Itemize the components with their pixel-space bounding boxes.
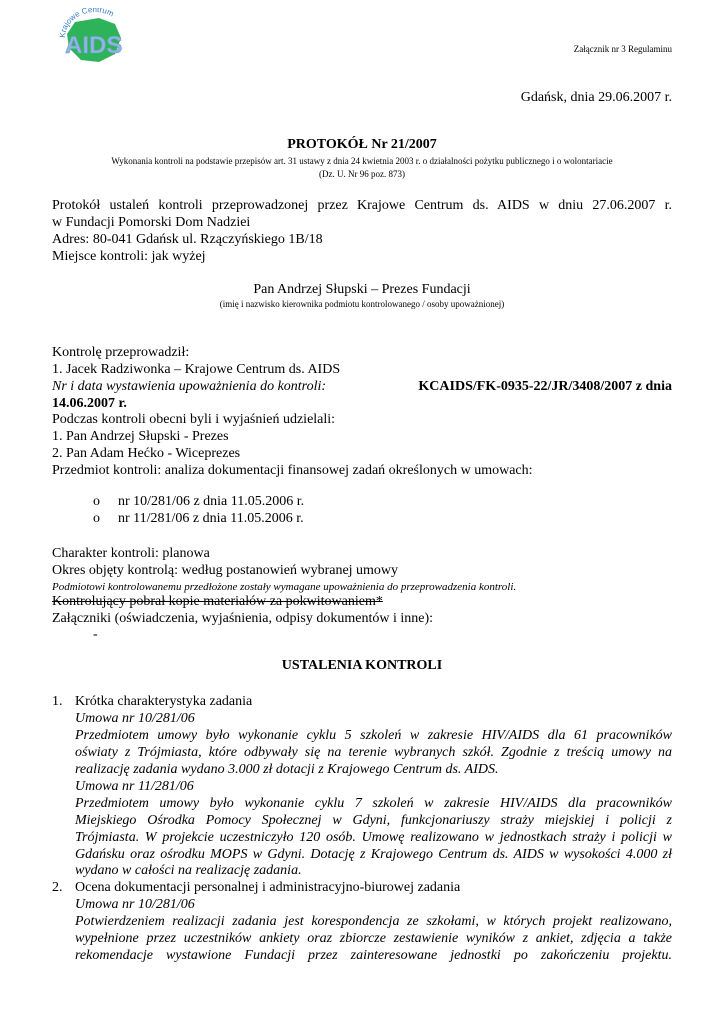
authorization-note: Podmiotowi kontrolowanemu przedłożone zostały wymagane upoważnienia do przeprowadzenia kontroli.: [52, 581, 517, 593]
authorization-date: 14.06.2007 r.: [52, 396, 127, 411]
s1-contract-2-line-2: Miejskiego Ośrodka Pomocy Społecznej w Gdyni, funkcjonariuszy straży miejskiej i policji z: [75, 813, 672, 828]
s2-line-1: Potwierdzeniem realizacji zadania jest korespondencja ze szkołami, w których projekt realizowano,: [75, 914, 672, 929]
contract-item-1: nr 10/281/06 z dnia 11.05.2006 r.: [118, 494, 305, 509]
document-title: PROTOKÓŁ Nr 21/2007: [287, 137, 437, 152]
head-person-note: (imię i nazwisko kierownika podmiotu kontrolowanego / osoby upoważnionej): [219, 299, 505, 309]
section-1-number: 1.: [52, 694, 63, 709]
present-label: Podczas kontroli obecni byli i wyjaśnień udzielali:: [52, 412, 336, 427]
intro-line-1: Protokół ustaleń kontroli przeprowadzonej przez Krajowe Centrum ds. AIDS w dniu 27.06.2007 r.: [52, 198, 672, 213]
s2-contract-1-label: Umowa nr 10/281/06: [75, 897, 195, 912]
logo-arc-text: Krajowe Centrum: [57, 8, 116, 39]
s1-contract-2-line-5: wydano w całości na realizację zadania.: [75, 863, 302, 878]
s1-contract-1-line-2: oświaty z Trójmiasta, które odbywały się na terenie wybranych szkół. Zgodnie z treścią umowy na: [75, 745, 672, 760]
aids-logo-graphic: [55, 8, 133, 68]
s1-contract-1-line-1: Przedmiotem umowy było wykonanie cyklu 5 szkoleń w zakresie HIV/AIDS dla 61 pracowników: [75, 728, 672, 743]
s1-contract-2-line-1: Przedmiotem umowy było wykonanie cyklu 7 szkoleń w zakresie HIV/AIDS dla pracowników: [75, 796, 672, 811]
title-legal-ref: (Dz. U. Nr 96 poz. 873): [319, 169, 405, 179]
logo: [55, 8, 133, 68]
findings-heading: USTALENIA KONTROLI: [281, 658, 443, 673]
bullet-glyph: o: [93, 511, 100, 526]
section-2-title: Ocena dokumentacji personalnej i administracyjno-biurowej zadania: [75, 880, 461, 895]
section-2-number: 2.: [52, 880, 63, 895]
control-subject: Przedmiot kontroli: analiza dokumentacji finansowej zadań określonych w umowach:: [52, 463, 533, 478]
s1-contract-2-line-4: Gdańsku oraz ośrodku MOPS w Gdyni. Dotację z Krajowego Centrum ds. AIDS w wysokości 4.000 zł: [75, 847, 672, 862]
attachment-note: Załącznik nr 3 Regulaminu: [573, 44, 672, 54]
logo-main-text: AIDS: [65, 32, 123, 59]
struck-copies-line: Kontrolujący pobrał kopie materiałów za pokwitowaniem*: [52, 594, 383, 609]
place-date: Gdańsk, dnia 29.06.2007 r.: [520, 90, 672, 105]
head-person: Pan Andrzej Słupski – Prezes Fundacji: [253, 282, 471, 297]
controller-label: Kontrolę przeprowadził:: [52, 345, 190, 360]
intro-address: Adres: 80-041 Gdańsk ul. Rzączyńskiego 1B/18: [52, 232, 323, 247]
s1-contract-2-label: Umowa nr 11/281/06: [75, 779, 194, 794]
present-person-2: 2. Pan Adam Hećko - Wiceprezes: [52, 446, 241, 461]
authorization-label: Nr i data wystawienia upoważnienia do kontroli:: [52, 379, 327, 394]
intro-location: Miejsce kontroli: jak wyżej: [52, 249, 206, 264]
s2-line-2: wypełnione przez uczestników ankiety oraz zbiorcze zestawienie wyników z ankiet, zdjęcia a także: [75, 931, 672, 946]
attachments-dash: -: [93, 627, 98, 642]
attachments-label: Załączniki (oświadczenia, wyjaśnienia, odpisy dokumentów i inne):: [52, 611, 434, 626]
section-1-title: Krótka charakterystyka zadania: [75, 694, 253, 709]
authorization-line: [52, 378, 672, 395]
bullet-glyph: o: [93, 494, 100, 509]
contract-item-2: nr 11/281/06 z dnia 11.05.2006 r.: [118, 511, 304, 526]
present-person-1: 1. Pan Andrzej Słupski - Prezes: [52, 429, 229, 444]
intro-line-2: w Fundacji Pomorski Dom Nadziei: [52, 215, 251, 230]
title-subtitle: Wykonania kontroli na podstawie przepisów art. 31 ustawy z dnia 24 kwietnia 2003 r. o działalności pożytku publicznego i o wolontariacie: [111, 156, 613, 166]
s1-contract-2-line-3: Trójmiasta. W projekcie uczestniczyło 120 osób. Umowę realizowano w jednostkach straży i policji w: [75, 830, 672, 845]
controller-name: 1. Jacek Radziwonka – Krajowe Centrum ds. AIDS: [52, 362, 341, 377]
control-scope: Okres objęty kontrolą: według postanowień wybranej umowy: [52, 563, 399, 578]
s1-contract-1-label: Umowa nr 10/281/06: [75, 711, 195, 726]
control-character: Charakter kontroli: planowa: [52, 546, 210, 561]
s2-line-3: rekomendacje wystawione Fundacji przez zainteresowane jednostki po zakończeniu projektu.: [75, 948, 672, 963]
authorization-number: KCAIDS/FK-0935-22/JR/3408/2007 z dnia: [418, 379, 672, 394]
s1-contract-1-line-3: realizację zadania wydano 3.000 zł dotacji z Krajowego Centrum ds. AIDS.: [75, 762, 499, 777]
